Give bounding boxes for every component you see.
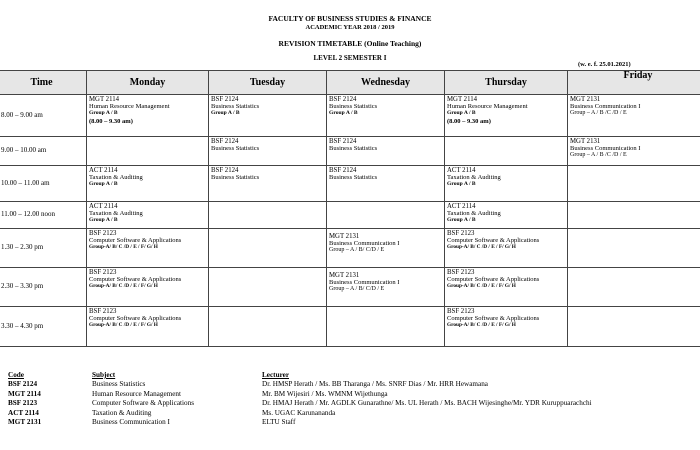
course-group: Group – A / B /C /D / E [570,152,627,159]
class-cell [568,137,700,166]
time-cell: 10.00 – 11.00 am [0,166,87,202]
timetable-row [0,229,700,268]
course-group: Group A / B [89,217,118,224]
course-code: MGT 2131 [570,138,601,145]
course-code: ACT 2114 [89,167,118,174]
legend-lecturer: Dr. HMSP Herath / Ms. BB Tharanga / Ms. SNRF Dias / Mr. HRR Hewamana [262,380,489,389]
timetable-row [0,268,700,307]
legend-row [8,409,700,418]
course-subject: Business Statistics [211,103,260,111]
legend-code: MGT 2114 [8,389,41,398]
class-cell [87,307,209,347]
course-group: Group A / B [447,181,476,188]
class-cell [445,268,568,307]
course-code: BSF 2123 [447,230,475,237]
course-code: ACT 2114 [447,203,476,210]
time-note: (8.00 – 9.30 am) [447,117,491,125]
course-group: Group – A / B/ C/D / E [329,286,385,293]
legend-lecturer: ELTU Staff [262,418,296,427]
legend-header-row [8,371,700,380]
course-subject: Computer Software & Applications [447,237,540,245]
timetable [0,70,700,347]
course-group: Group A / B [89,181,118,188]
course-code: BSF 2124 [329,138,357,145]
empty-cell [568,166,700,202]
timetable-row [0,137,700,166]
class-cell [327,166,445,202]
legend-row [8,380,700,389]
col-header-thursday: Thursday [445,71,568,95]
course-subject: Business Communication I [570,103,641,111]
col-header-wednesday: Wednesday [327,71,445,95]
course-group: Group-A/ B/ C /D / E / F/ G/ H [89,244,158,251]
time-cell: 11.00 – 12.00 noon [0,202,87,229]
course-group: Group A / B [447,110,476,117]
legend-code: BSF 2123 [8,399,38,408]
legend-code: ACT 2114 [8,408,39,417]
legend-code: BSF 2124 [8,380,38,389]
col-header-time: Time [0,71,87,95]
course-subject: Computer Software & Applications [447,315,540,323]
course-subject: Business Communication I [329,240,400,248]
course-group: Group-A/ B/ C /D / E / F/ G/ H [89,322,158,329]
legend-lecturer: Ms. UGAC Karunananda [262,408,336,417]
legend-subject: Computer Software & Applications [92,399,195,408]
legend-subject: Taxation & Auditing [92,408,152,417]
time-cell: 8.00 – 9.00 am [0,95,87,137]
class-cell [87,166,209,202]
course-group: Group – A / B /C /D / E [570,110,627,117]
course-subject: Computer Software & Applications [447,276,540,284]
course-code: ACT 2114 [89,203,118,210]
class-cell [568,95,700,137]
class-cell [445,166,568,202]
course-subject: Taxation & Auditing [89,210,143,218]
class-cell [209,95,327,137]
timetable-row [0,307,700,347]
course-group: Group A / B [329,110,358,117]
legend-row [8,390,700,399]
course-subject: Computer Software & Applications [89,276,182,284]
course-code: MGT 2131 [570,96,601,103]
course-code: BSF 2123 [89,269,117,276]
course-legend [8,371,700,427]
class-cell [445,307,568,347]
course-code: MGT 2114 [89,96,120,103]
course-group: Group-A/ B/ C /D / E / F/ G/ H [89,283,158,290]
col-header-tuesday: Tuesday [209,71,327,95]
legend-subject: Business Statistics [92,380,146,389]
class-cell [445,202,568,229]
course-group: Group-A/ B/ C /D / E / F/ G/ H [447,322,516,329]
class-cell [327,229,445,268]
empty-cell [568,268,700,307]
legend-header-lecturer: Lecturer [262,371,290,379]
col-header-friday: Friday [568,71,700,95]
course-group: Group – A / B/ C/D / E [329,247,385,254]
timetable-row [0,95,700,137]
course-code: BSF 2124 [329,167,357,174]
course-group: Group A / B [211,110,240,117]
empty-cell [445,137,568,166]
course-code: BSF 2123 [447,308,475,315]
course-code: BSF 2123 [89,308,117,315]
legend-header-code: Code [8,371,24,379]
header-row [0,71,700,95]
course-subject: Taxation & Auditing [447,210,501,218]
class-cell [87,95,209,137]
time-cell: 2.30 – 3.30 pm [0,268,87,307]
course-group: Group-A/ B/ C /D / E / F/ G/ H [447,244,516,251]
legend-subject: Human Resource Management [92,389,182,398]
empty-cell [327,307,445,347]
course-subject: Business Statistics [211,174,260,182]
course-subject: Business Statistics [211,145,260,153]
timetable-row [0,202,700,229]
class-cell [445,95,568,137]
course-code: MGT 2131 [329,233,360,240]
class-cell [327,95,445,137]
legend-code: MGT 2131 [8,418,42,427]
course-code: MGT 2131 [329,272,360,279]
academic-year: ACADEMIC YEAR 2018 / 2019 [305,24,395,31]
course-code: BSF 2123 [447,269,475,276]
course-subject: Business Statistics [329,103,378,111]
legend-subject: Business Communication I [92,418,170,427]
class-cell [327,268,445,307]
course-subject: Taxation & Auditing [447,174,501,182]
course-subject: Human Resource Management [89,103,170,111]
empty-cell [568,202,700,229]
course-group: Group-A/ B/ C /D / E / F/ G/ H [447,283,516,290]
col-header-monday: Monday [87,71,209,95]
course-code: BSF 2124 [329,96,357,103]
class-cell [445,229,568,268]
level-semester: LEVEL 2 SEMESTER I [313,54,387,62]
timetable-row [0,166,700,202]
course-subject: Business Communication I [329,279,400,287]
empty-cell [209,307,327,347]
time-note: (8.00 – 9.30 am) [89,117,133,125]
empty-cell [87,137,209,166]
class-cell [87,268,209,307]
empty-cell [209,229,327,268]
timetable-title: REVISION TIMETABLE (Online Teaching) [278,39,422,48]
course-subject: Taxation & Auditing [89,174,143,182]
course-subject: Business Statistics [329,174,378,182]
class-cell [87,202,209,229]
empty-cell [568,229,700,268]
time-cell: 1.30 – 2.30 pm [0,229,87,268]
course-code: BSF 2123 [89,230,117,237]
course-group: Group A / B [89,110,118,117]
time-cell: 9.00 – 10.00 am [0,137,87,166]
legend-row [8,418,700,427]
legend-header-subject: Subject [92,371,116,379]
empty-cell [327,202,445,229]
time-cell: 3.30 – 4.30 pm [0,307,87,347]
legend-lecturer: Mr. BM Wijesiri / Ms. WMNM Wijethunga [262,389,388,398]
empty-cell [568,307,700,347]
faculty-title: FACULTY OF BUSINESS STUDIES & FINANCE [268,14,432,23]
course-code: BSF 2124 [211,167,239,174]
course-code: MGT 2114 [447,96,478,103]
class-cell [327,137,445,166]
empty-cell [209,268,327,307]
legend-row [8,399,700,408]
course-code: BSF 2124 [211,138,239,145]
course-subject: Computer Software & Applications [89,315,182,323]
class-cell [209,166,327,202]
course-subject: Business Statistics [329,145,378,153]
course-subject: Business Communication I [570,145,641,153]
empty-cell [209,202,327,229]
course-code: BSF 2124 [211,96,239,103]
effective-date: (w. e. f. 25.01.2021) [578,61,631,68]
course-subject: Computer Software & Applications [89,237,182,245]
legend-lecturer: Dr. HMAJ Herath / Mr. AGDLK Gunarathne/ Ms. UL Herath / Ms. BACH Wijesinghe/Mr. YDR Kuruppuarachchi [262,399,592,408]
course-code: ACT 2114 [447,167,476,174]
class-cell [209,137,327,166]
course-group: Group A / B [447,217,476,224]
class-cell [87,229,209,268]
course-subject: Human Resource Management [447,103,528,111]
